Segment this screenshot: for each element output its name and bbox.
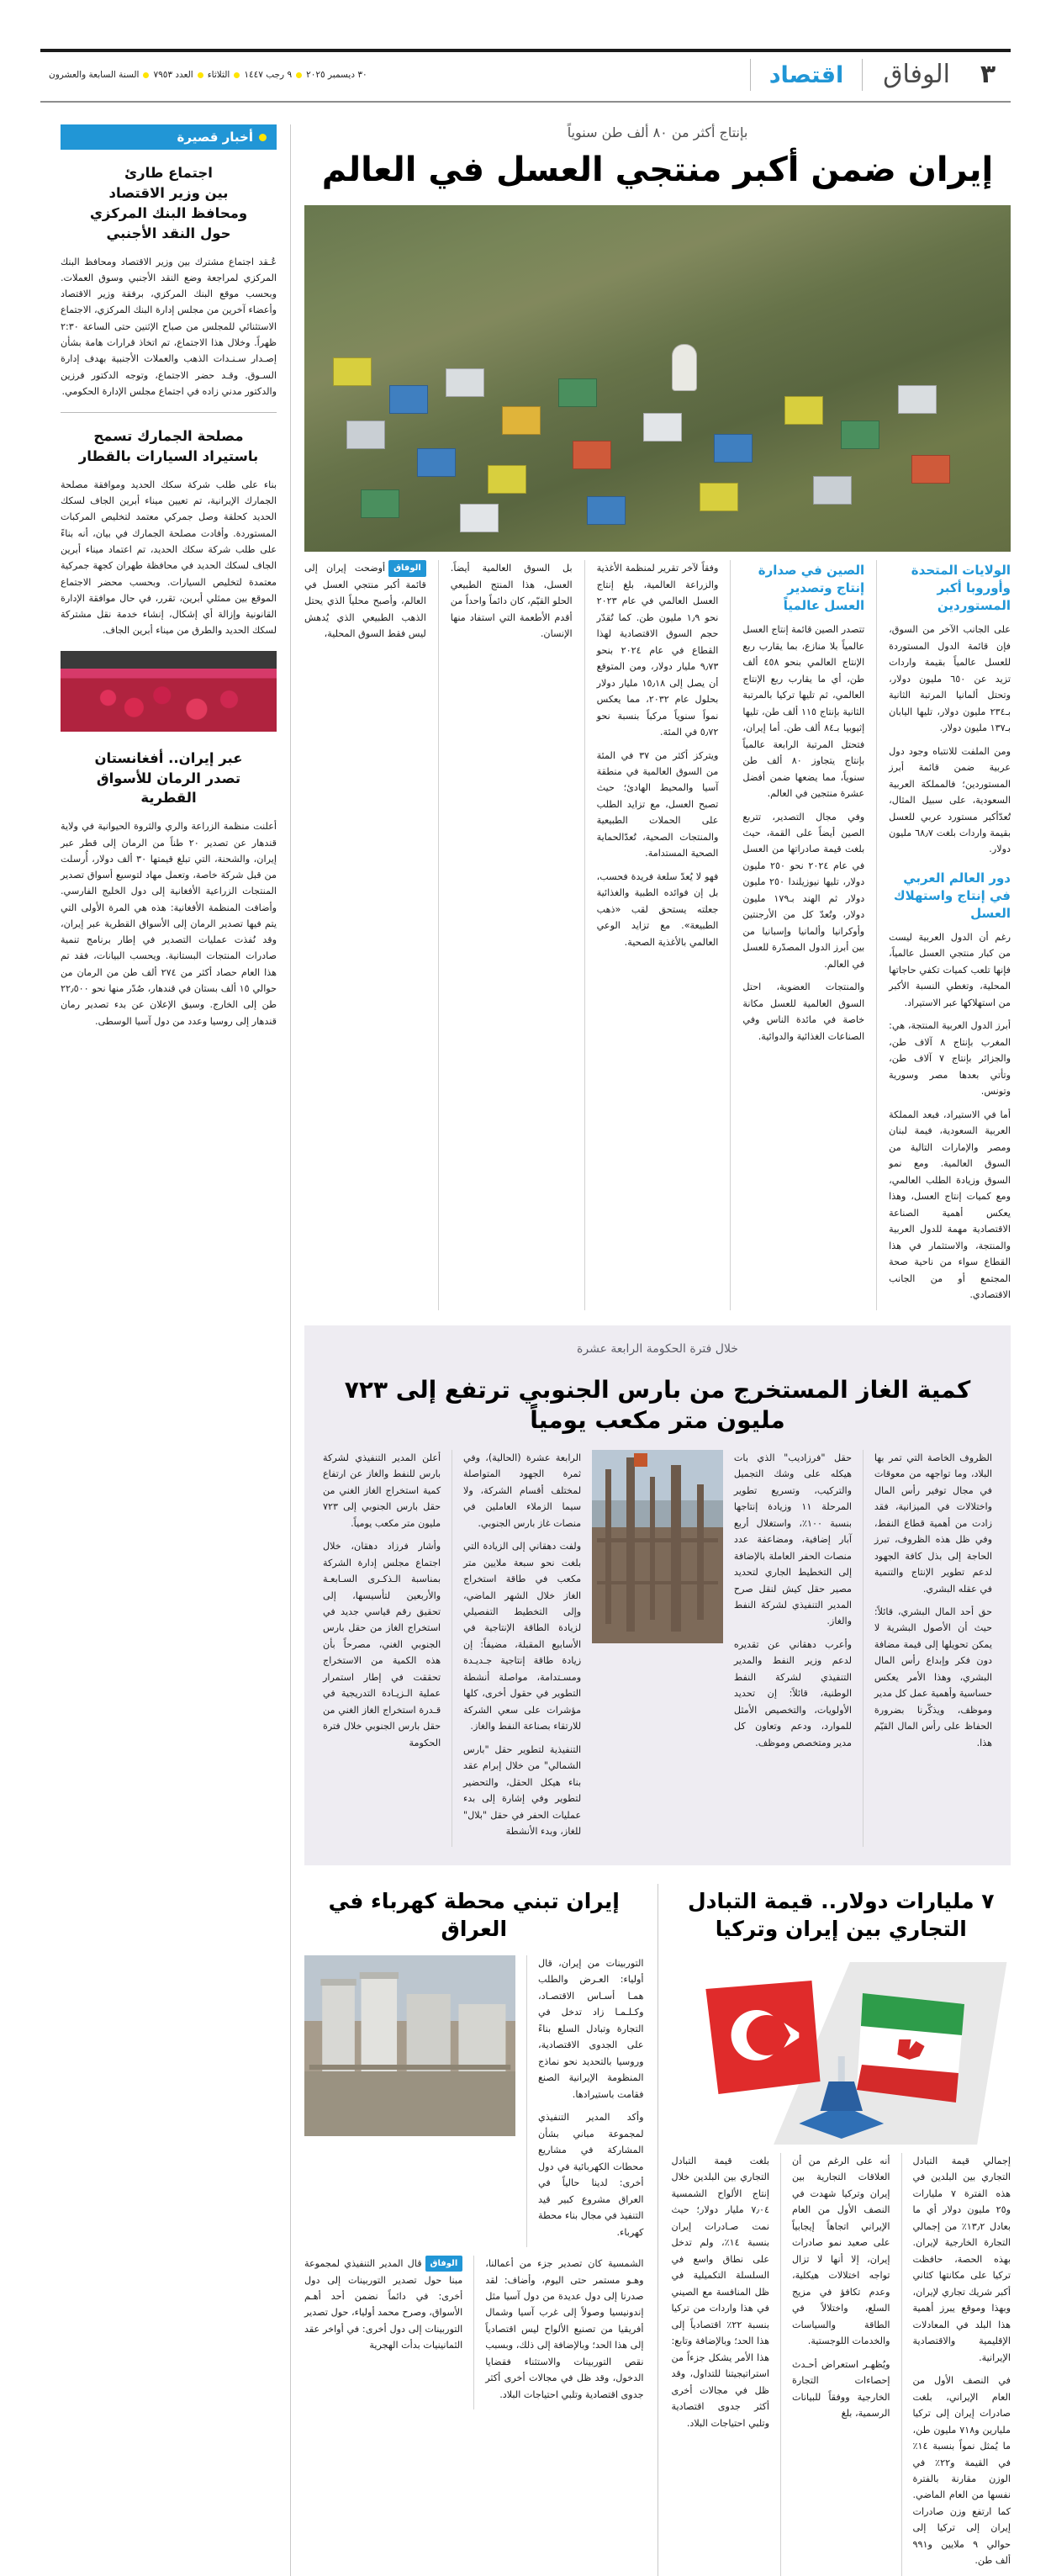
- column-subheading: الولايات المتحدة وأوروبا أكبر المستوردين: [911, 563, 1011, 614]
- gas-column-4: [323, 1450, 441, 1847]
- beehives-apiary-photo: [304, 205, 1011, 552]
- photo-decor: [304, 205, 1011, 552]
- paragraph: والمنتجات العضوية، احتل السوق العالمية للعسل مكانة خاصة في مائدة الناس وفي الصناعات الغذائية والدوائية.: [742, 981, 865, 1042]
- paragraph-text: قال المدير التنفيذي لمجموعة مبنا حول تصدير التوربينات إلى دول أخرى: في دائماً نضمن أحد أهـم الأسواق، وصرح محمد أولياء، حول تصدير التوربينات إلى دول أخرى: في أواخر عقد الثمانينيات بدأت الهجرية: [304, 2258, 463, 2351]
- turkey-story-columns: [672, 2153, 1011, 2576]
- iraq-column-1: [538, 1955, 644, 2247]
- top-story-column-5: [304, 560, 426, 1309]
- sidebar: [61, 124, 277, 2576]
- dateline-weekday: الثلاثاء: [207, 70, 230, 80]
- paragraph: أعلن المدير التنفيذي لشركة بارس للنفط والغاز عن ارتفاع كمية استخراج الغاز الغني من حقل بارس الجنوبي إلى ٧٢٣ مليون متر مكعب يومياً.: [323, 1452, 441, 1529]
- column-subheading: الصين في صدارة إنتاج وتصدير العسل عالمياً: [758, 563, 865, 614]
- masthead: [40, 0, 1011, 103]
- sidebar-item-emergency-meeting[interactable]: [61, 150, 277, 399]
- paragraph: على الجانب الآخر من السوق، فإن قائمة الدول المستوردة للعسل عالمياً بقيمة واردات تزيد عن ٦٥٠ مليون دولار، وتحتل ألمانيا المرتبة الثانية بـ٢٣٤ مليون دولار، تليها اليابان بـ١٣٧ مليون دولار.: [889, 624, 1011, 734]
- lead-paragraph: [304, 560, 426, 642]
- column-separator: [584, 560, 585, 1309]
- paragraph: إجمالي قيمة التبادل التجاري بين البلدين في هذه الفترة ٧ مليارات و٢٥ مليون دولار أي ما بعادل ١٣٫٢٪ من إجمالي التجارة الخارجية لإيران. بهذه الحصة، حافظت تركيا على مكانتها كثاني أكبر شريك تجاري لإيران، وبهذا وموقع يبرز أهمية هذا البلد في المعادلات الإقليمية والاقتصادية الإيرانية.: [912, 2155, 1011, 2363]
- article-south-pars-gas: [304, 1325, 1011, 1865]
- paragraph: رغم أن الدول العربية ليست من كبار منتجي العسل عالمياً، فإنها تلعب كميات تكفي حاجاتها المحلية، وتغطي النسبة الأكبر من استهلاكها عبر الاستيراد.: [889, 931, 1011, 1008]
- top-story-column-4: [451, 560, 573, 1309]
- column-separator: [863, 1450, 864, 1847]
- paragraph: الرابعة عشرة (الحالية)، وفي ثمرة الجهود المتواصلة لمختلف أقسام الشركة، ولا سيما الزملاء العاملين في منصات غاز بارس الجنوبي.: [462, 1452, 582, 1529]
- gas-column-1: [874, 1450, 992, 1847]
- bullet-dot-icon: [234, 72, 240, 78]
- top-story-column-2: [742, 560, 864, 1309]
- turkey-column-3: [672, 2153, 770, 2576]
- sidebar-banner: [61, 124, 277, 150]
- column-subheading: دور العالم العربي في إنتاج واستهلاك العسل: [893, 870, 1011, 921]
- turkey-column-2: [792, 2153, 890, 2576]
- masthead-row: [40, 52, 1011, 98]
- iran-turkey-flags-map-graphic: [672, 1955, 1011, 2145]
- iraq-column-2: [485, 2256, 643, 2409]
- page-number: ٣: [980, 60, 996, 89]
- paragraph: وفقاً لآخر تقرير لمنظمة الأغذية والزراعة العالمية، بلغ إنتاج العسل العالمي في عام ٢٠٢٣ نحو ١٫٩ مليون طن. كما تُقدّر حجم السوق الاقتصادية لهذا القطاع في عام ٢٠٢٤ بنحو ٩٫٧٣ مليار دولار، ومن المتوقع أن يصل إلى ١٥٫١٨ مليار دولار بحلول عام ٢٠٣٢، مما يعكس نمواً سنوياً مركباً بنسبة نحو ٥٫٧٢ في المئة.: [596, 563, 719, 738]
- gas-story-kicker: خلال فترة الحكومة الرابعة عشرة: [577, 1341, 738, 1356]
- iraq-column-3: [304, 2256, 462, 2409]
- column-separator: [438, 560, 439, 1309]
- flags-map-svg: [672, 1955, 1011, 2145]
- paragraph: وأشار فرزاد دهقان، خلال اجتماع مجلس إدارة الشركة بمناسبة الـذكـرى السـابعـة والأربعين لتأسيسها، إلى تحقيق رقم قياسي جديد في استخراج الغاز من حقل بارس الجنوبي الغني، مصرحاً بأن هذه الكمية من الاستخراج تحققت في إطار استمرار عملية الـزيـادة التدريجية في قـدرة استخراج الغاز الغني من حقل بارس الجنوبي خلال فترة الحكومة: [323, 1541, 441, 1748]
- paragraph: بلغت قيمة التبادل التجاري بين البلدين خلال إنتاج الألواح الشمسية ٧٫٠٤ مليار دولار؛ حيث نمت صـادرات إيران بنسبة ١٤٪، ولم تدخل على نطاق واسع في السلسلة التكميلية في ظل المنافسة مع الصيني في هذا واردات من تركيا بنسبة ٢٢٪ اقتصادياً إلى هذا الحد؛ وبالإضافة وتابع: هذا الأمر يشكل جزءاً من استراتيجيتنا للتداول، وقد ظل في مجالات أخرى أكثر جدوى اقتصادية وتلبي احتياجات البلاد.: [671, 2155, 769, 2429]
- iraq-story-headline: إيران تبني محطة كهرباء في العراق: [328, 1888, 620, 1942]
- sidebar-item-body: أعلنت منظمة الزراعة والري والثروة الحيوانية في ولاية قندهار عن تصدير ٢٠ طناً من الرمان إلى قطر عبر إيران، والشحنة، التي تبلغ قيمتها ٣٠ ألف دولار، أُرسلت من قبل شركة خاصة، وتعمل مهاد لتوسيع أسواق تصدير المنتجات الزراعية الأفغانية إلى دول الخليج الفارسي. وأضافت المنظمة الأفغانية: هذه هي المرة الأولى التي يتم فيها تصدير الرمان إلى الأسواق القطرية عبر إيران، وقد نُفذت عمليات التصدير في إطار برنامج تنمية صادرات المنتجات البستانية. ويحسب البيانات، فقد تم هذا العام حصاد أكثر من ٢٧٤ ألف طن من الرمان من حوالي ١٥ ألف بستان في قندهار، صُدّر منها نحو ٢٢٫٥٠٠ طن إلى الخارج. وسيق الإعلان عن بدء تصدير رمان قندهار إلى روسيا وعدد من دول آسيا الوسطى.: [61, 821, 277, 1027]
- sidebar-item-title: اجتماع طارئ بين وزير الاقتصاد ومحافظ البنك المركزي حول النقد الأجنبي: [89, 165, 248, 241]
- gas-photo-column: [592, 1450, 723, 1847]
- iraq-photo-column: [304, 1955, 515, 2247]
- paragraph: ومن الملفت للانتباه وجود دول عربية ضمن قائمة أبرز المستوردين؛ فالمملكة العربية السعودية، على سبيل المثال، تُعدّأكبر مستورد عربي للعسل بقيمة واردات بلغت ٦٨٫٧ مليون دولار.: [889, 745, 1011, 855]
- page-content: [40, 124, 1011, 2576]
- sidebar-separator: [290, 124, 291, 2576]
- source-tag: الوفاق: [425, 2256, 463, 2272]
- gas-story-columns: [323, 1450, 992, 1847]
- top-story-columns: [304, 560, 1011, 1309]
- paragraph-text: أوضحت إيران إلى قائمة أكبر منتجي العسل في العالم، وأصبح محلياً الذي يحتل الذهب الطبيعي الذي يُدهش ليس فقط السوق المحلية،: [304, 563, 426, 640]
- bullet-dot-icon: [143, 72, 149, 78]
- sidebar-item-title: عبر إيران.. أفغانستان تصدر الرمان للأسواق القطرية: [94, 749, 243, 807]
- main-column: [304, 124, 1011, 2576]
- column-separator: [473, 2256, 474, 2409]
- masthead-bottom-rule: [40, 101, 1011, 103]
- masthead-divider-2: [750, 59, 751, 91]
- power-plant-photo: [304, 1955, 515, 2136]
- bullet-dot-icon: [296, 72, 302, 78]
- dateline-year: السنة السابعة والعشرون: [49, 70, 140, 80]
- dateline-gregorian: ٣٠ ديسمبر ٢٠٢٥: [306, 70, 367, 80]
- column-separator: [876, 560, 877, 1309]
- pomegranate-market-photo: [61, 651, 277, 732]
- turkey-story-headline: ٧ مليارات دولار.. قيمة التبادل التجاري بين إيران وتركيا: [687, 1888, 995, 1942]
- paragraph: أنه على الرغم من أن العلاقات التجارية بين إيران وتركيا شهدت في النصف الأول من العام الإيراني اتجاهاً إيجابياً على صعيد نمو صادرات إيران، إلا أنها لا تزال تواجه اختلالات هيكلية، وعدم تكافؤ في مزيج السلع، واختلالاً في الطاقة والسياسات والخدمات اللوجستية.: [792, 2155, 890, 2347]
- plant-svg: [304, 1955, 515, 2136]
- top-story-kicker: بإنتاج أكثر من ٨٠ ألف طن سنوياً: [567, 124, 748, 140]
- article-iran-turkey-trade: [672, 1884, 1011, 2576]
- paragraph: ولفت دهقاني إلى الزيادة التي بلغت نحو سبعة ملايين متر مكعب في طاقة استخراج الغاز خلال الشهر الماضي، وإلى التخطيط التفصيلي لزيادة الطاقة الإنتاجية في الأسابيع المقبلة، مضيفاً: إن زيادة طاقة إنتاجية جـديـدة ومسـتدامة، مواصلة أنشطة التطوير في حقول أخرى، كلها مؤشرات على سعي الشركة للارتقاء بصناعة النفط والغاز.: [462, 1541, 582, 1732]
- paragraph: فهو لا يُعدّ سلعة فريدة فحسب، بل إن فوائده الطبية والغذائية جعلته يستحق لقب «ذهب الطبيعة». مع تزايد الوعي العالمي بالأغذية الصحية.: [596, 870, 719, 948]
- sidebar-item-afghan-pomegranate[interactable]: [61, 735, 277, 1029]
- bullet-dot-icon: [198, 72, 203, 78]
- paragraph: وفي مجال التصدير، تتربع الصين أيضاً على القمة، حيث بلغت قيمة صادراتها من العسل في عام ٢٠٢٤ نحو ٢٥٠ مليون دولار، تليها نيوزيلندا ٢٥٠ مليون دولار ثم الهند بـ١٧٩ مليون دولار، وتُعدّ كل من الأرجنتين وأوكرانيا وألمانيا وإسبانيا من بين أبرز الدول المصدّرة للعسل في العالم.: [742, 811, 865, 970]
- paragraph: التنفيذية لتطوير حقل "بارس الشمالي" من خلال إبرام عقد بناء هيكل الحقل، والتحضير لتطوير وفي إشارة إلى بدء عمليات الحفر في حقل "بلال" للغاز، وبدء الأنشطة: [462, 1743, 582, 1838]
- paragraph: أبرز الدول العربية المنتجة، هي: المغرب بإنتاج ٨ آلاف طن، والجزائر بإنتاج ٧ آلاف طن، وتأتي بعدها مصر وسورية وتونس.: [889, 1020, 1011, 1098]
- top-story-column-1: [889, 560, 1011, 1309]
- gas-column-3: [463, 1450, 581, 1847]
- column-separator: [526, 1955, 527, 2247]
- bullet-dot-icon: [259, 134, 267, 141]
- top-story-column-3: [597, 560, 719, 1309]
- dateline: [40, 70, 367, 80]
- paragraph: ويُظهـر استعراض أحـدث إحصاءات التجارة الخارجية ووفقاً للبيانات الرسمية، بلغ: [792, 2358, 890, 2420]
- dateline-hijri: ٩ رجب ١٤٤٧: [244, 70, 293, 80]
- column-separator: [730, 560, 731, 1309]
- column-separator: [780, 2153, 781, 2576]
- paragraph: وأكد المدير التنفيذي لمجموعة مباني بشأن المشاركة في مشاريع محطات الكهربائية في دول أخرى: لدينا حالياً في العراق مشروع كبير قيد التنفيذ في مجال بناء محطة كهرباء.: [538, 2112, 644, 2238]
- top-story-header: [304, 124, 1011, 192]
- dateline-issue: العدد ٧٩٥٣: [153, 70, 193, 80]
- iraq-story-bottom-row: [304, 2256, 644, 2409]
- paragraph: ويتركز أكثر من ٣٧ في المئة من السوق العالمية في منطقة آسيا والمحيط الهادئ؛ حيث تصبح العسل، مع تزايد الطلب على الحملات الطبيعية والمنتجات الصحية، تُعدّالحماية الصحية المستدامة.: [596, 749, 719, 860]
- gas-column-2: [734, 1450, 852, 1847]
- lead-paragraph: [304, 2256, 462, 2354]
- column-separator: [901, 2153, 902, 2576]
- article-iraq-power-plant: [304, 1884, 644, 2576]
- iraq-story-top-row: [304, 1955, 644, 2247]
- paragraph: حقل "فرزاديب" الذي بات هيكله على وشك التجميل والتركيب، وتسريع تطوير المرحلة ١١ وزيادة إنتاجها بنسبة ١٠٠٪، واستغلال أربع آبار إضافية، ومضاعفة عدد منصات الحفر العاملة بالإضافة إلى التخطيط الجاري لتحديد مصير حقل كيش لنقل صرح المدير التنفيذي لشركة النفط والغاز.: [733, 1452, 853, 1627]
- sidebar-banner-label: أخبار قصيرة: [177, 130, 253, 145]
- paragraph: بل السوق العالمية أيضاً. العسل، هذا المنتج الطبيعي الحلو القيّم، كان دائماً واحداً من أقدم الأطعمة التي استفاد منها الإنسان.: [450, 563, 573, 640]
- paragraph: في النصف الأول من العام الإيراني، بلغت صادرات إيران إلى تركيا مليارين و٧١٨ مليون طن، ما يُمثل نمواً بنسبة ١٤٪ في القيمة و٢٢٪ في الوزن مقارنة بالفترة نفسها من العام الماضي. كما ارتفع وزن صادرات إيران إلى تركيا إلى حوالي ٩ ملايين و٩٩١ ألف طن.: [912, 2375, 1011, 2567]
- sidebar-item-title: مصلحة الجمارك تسمح باستيراد السيارات بالقطار: [78, 428, 259, 464]
- sidebar-item-body: عُـقد اجتماع مشترك بين وزير الاقتصاد ومحافظ البنك المركزي لمراجعة وضع النقد الأجنبي وسوق العملات. وبحسب موقع البنك المركزي، برفقة وزير الاقتصاد وأعضاء آخرين من مجلس إدارة البنك المركزي، الاجتماع الاستثنائي للمجلس من صباح الإثنين حتى الساعة ٢:٣٠ ظهراً. وخلال هذا الاجتماع، تم اتخاذ قرارات هامة بشأن إصـدار سـنـدات الذهب والعملات الأجنبية بهدف إدارة السـوق. وقـد حضر الاجتماع، وتوجه الدكتور فرزين والدكتور مدني زاده في اجتماع مجلس الإدارة الحكومي.: [61, 256, 277, 397]
- paragraph: حق أحد المال البشري، قائلاً: حيث أن الأصول البشرية لا يمكن تحويلها إلى قيمة مضافة دون فكر وإبداع رأس المال البشري، وهذا الأمر يعكس حساسية وأهمية عمل كل مدير وموظف، ويذكّرنا بضرورة الحفاظ على رأس المال القيّم هذا.: [874, 1606, 992, 1748]
- paragraph: الظروف الخاصة التي تمر بها البلاد، وما تواجهه من معوقات في مجال توفير رأس المال واختلالات في الميزانية، فقد زادت من أهمية قطاع النفط، وفي ظل هذه الظروف، تبرز الحاجة إلى بذل كافة الجهود لدعم تطوير الإنتاج والتنمية في عقله البشري.: [874, 1452, 992, 1595]
- paper-name: الوفاق: [883, 60, 950, 89]
- gas-story-headline: كمية الغاز المستخرج من بارس الجنوبي ترتفع إلى ٧٢٣ مليون متر مكعب يومياً: [344, 1375, 971, 1435]
- paragraph: وأعرب دهقاني عن تقديره لدعم وزير النفط والمدير التنفيذي لشركة النفط الوطنية، قائلاً: إن تحديد الأولويات، والتخصيص الأمثل للموارد، ودعم وتعاون كل مدير ومتخصص وموظف.: [733, 1638, 853, 1748]
- paragraph: الشمسية كان تصدير جزء من أعمالنا، وهـو مستمر حتى اليوم، وأضاف: لقد صدرنا إلى دول عديدة من دول آسيا مثل إندونيسيا وصولاً إلى غرب آسيا وشمال أفريقيا من تصنيع الألواح ليس اقتصادياً إلى هذا الحد؛ وبالإضافة إلى ذلك، وبسبب نقص التوربينات والاستثناء فقضايا الدخول، وقد ظل في مجالات أخرى أكثر جدوى اقتصادية وتلبي احتياجات البلاد.: [485, 2258, 644, 2400]
- article-honey-production: [304, 124, 1011, 1310]
- bottom-stories: [304, 1884, 1011, 2576]
- turkey-column-1: [913, 2153, 1011, 2576]
- paragraph: التوربينات من إيران، قال أولياء: العـرض والطلب همـا أسـاس الاقتصـاد، وكـلـمـا زاد تدخل في التجارة وتبادل السلع بناءً على الجدوى الاقتصادية، وروسيا بالتحديد نحو نماذج المنظومة الإيرانية الصنع فقامت باستيرادها.: [538, 1957, 644, 2100]
- section-name: اقتصاد: [768, 61, 844, 88]
- paragraph: أما في الاستيراد، فبعد المملكة العربية السعودية، فيمة لبنان ومصر والإمارات التالية من السوق العالمية. ومع نمو السوق وزيادة الطلب العالمي، ومع كميات إنتاج العسل، وهذا يعكس أهمية الصناعة الاقتصادية مهمة للدول العربية والمنتجة، والاستثمار في هذا القطاع سواء من ناحية صحة المجتمع أو من الجانب الاقتصادي.: [889, 1108, 1011, 1301]
- masthead-divider-1: [862, 59, 863, 91]
- gas-refinery-photo: [592, 1450, 723, 1643]
- paragraph: تتصدر الصين قائمة إنتاج العسل عالمياً بلا منازع، بما يقارب ربع الإنتاج العالمي بنحو ٤٥٨ ألف طن، أي ما يقارب ربع الإنتاج العالمي، ثم تليها تركيا بالمرتبة الثانية بإنتاج ١١٥ ألف طن، تليها إثيوبيا بـ٨٤ ألف طن. أما إيران، فتحتل المرتبة الرابعة عالمياً بإنتاج يتجاوز ٨٠ ألف طن سنوياً، مما يضعها ضمن أفضل عشرة منتجين في العالم.: [742, 624, 865, 800]
- sidebar-item-customs-cars[interactable]: [61, 413, 277, 639]
- sidebar-item-body: بناء على طلب شركة سكك الحديد وموافقة مصلحة الجمارك الإيرانية، تم تعيين ميناء أبرين الجاف لسكك الحديد كحلقة وصل جمركي معتمد لتخليص المركبات المستوردة. وأفادت مصلحة الجمارك في بيان، أنه بناءً على طلب شركة سكك الحديد، تم اعتماد ميناء أبرين الجاف لسكك الحديد في محافظة طهران كجهة جمركية معتمدة لتخليص السيارات. وبحسب محضر الاجتماع الموقع بين ممثلي أبرين، تقرر، في حال موافقة الإدارة القانونية وإزالة أي إشكال، إنشاء خدمة نقل مشتركة لسكك الحديد والطرق من ميناء أبرين الجاف.: [61, 479, 277, 637]
- top-story-headline: إيران ضمن أكبر منتجي العسل في العالم: [321, 151, 994, 189]
- source-tag: الوفاق: [388, 560, 426, 576]
